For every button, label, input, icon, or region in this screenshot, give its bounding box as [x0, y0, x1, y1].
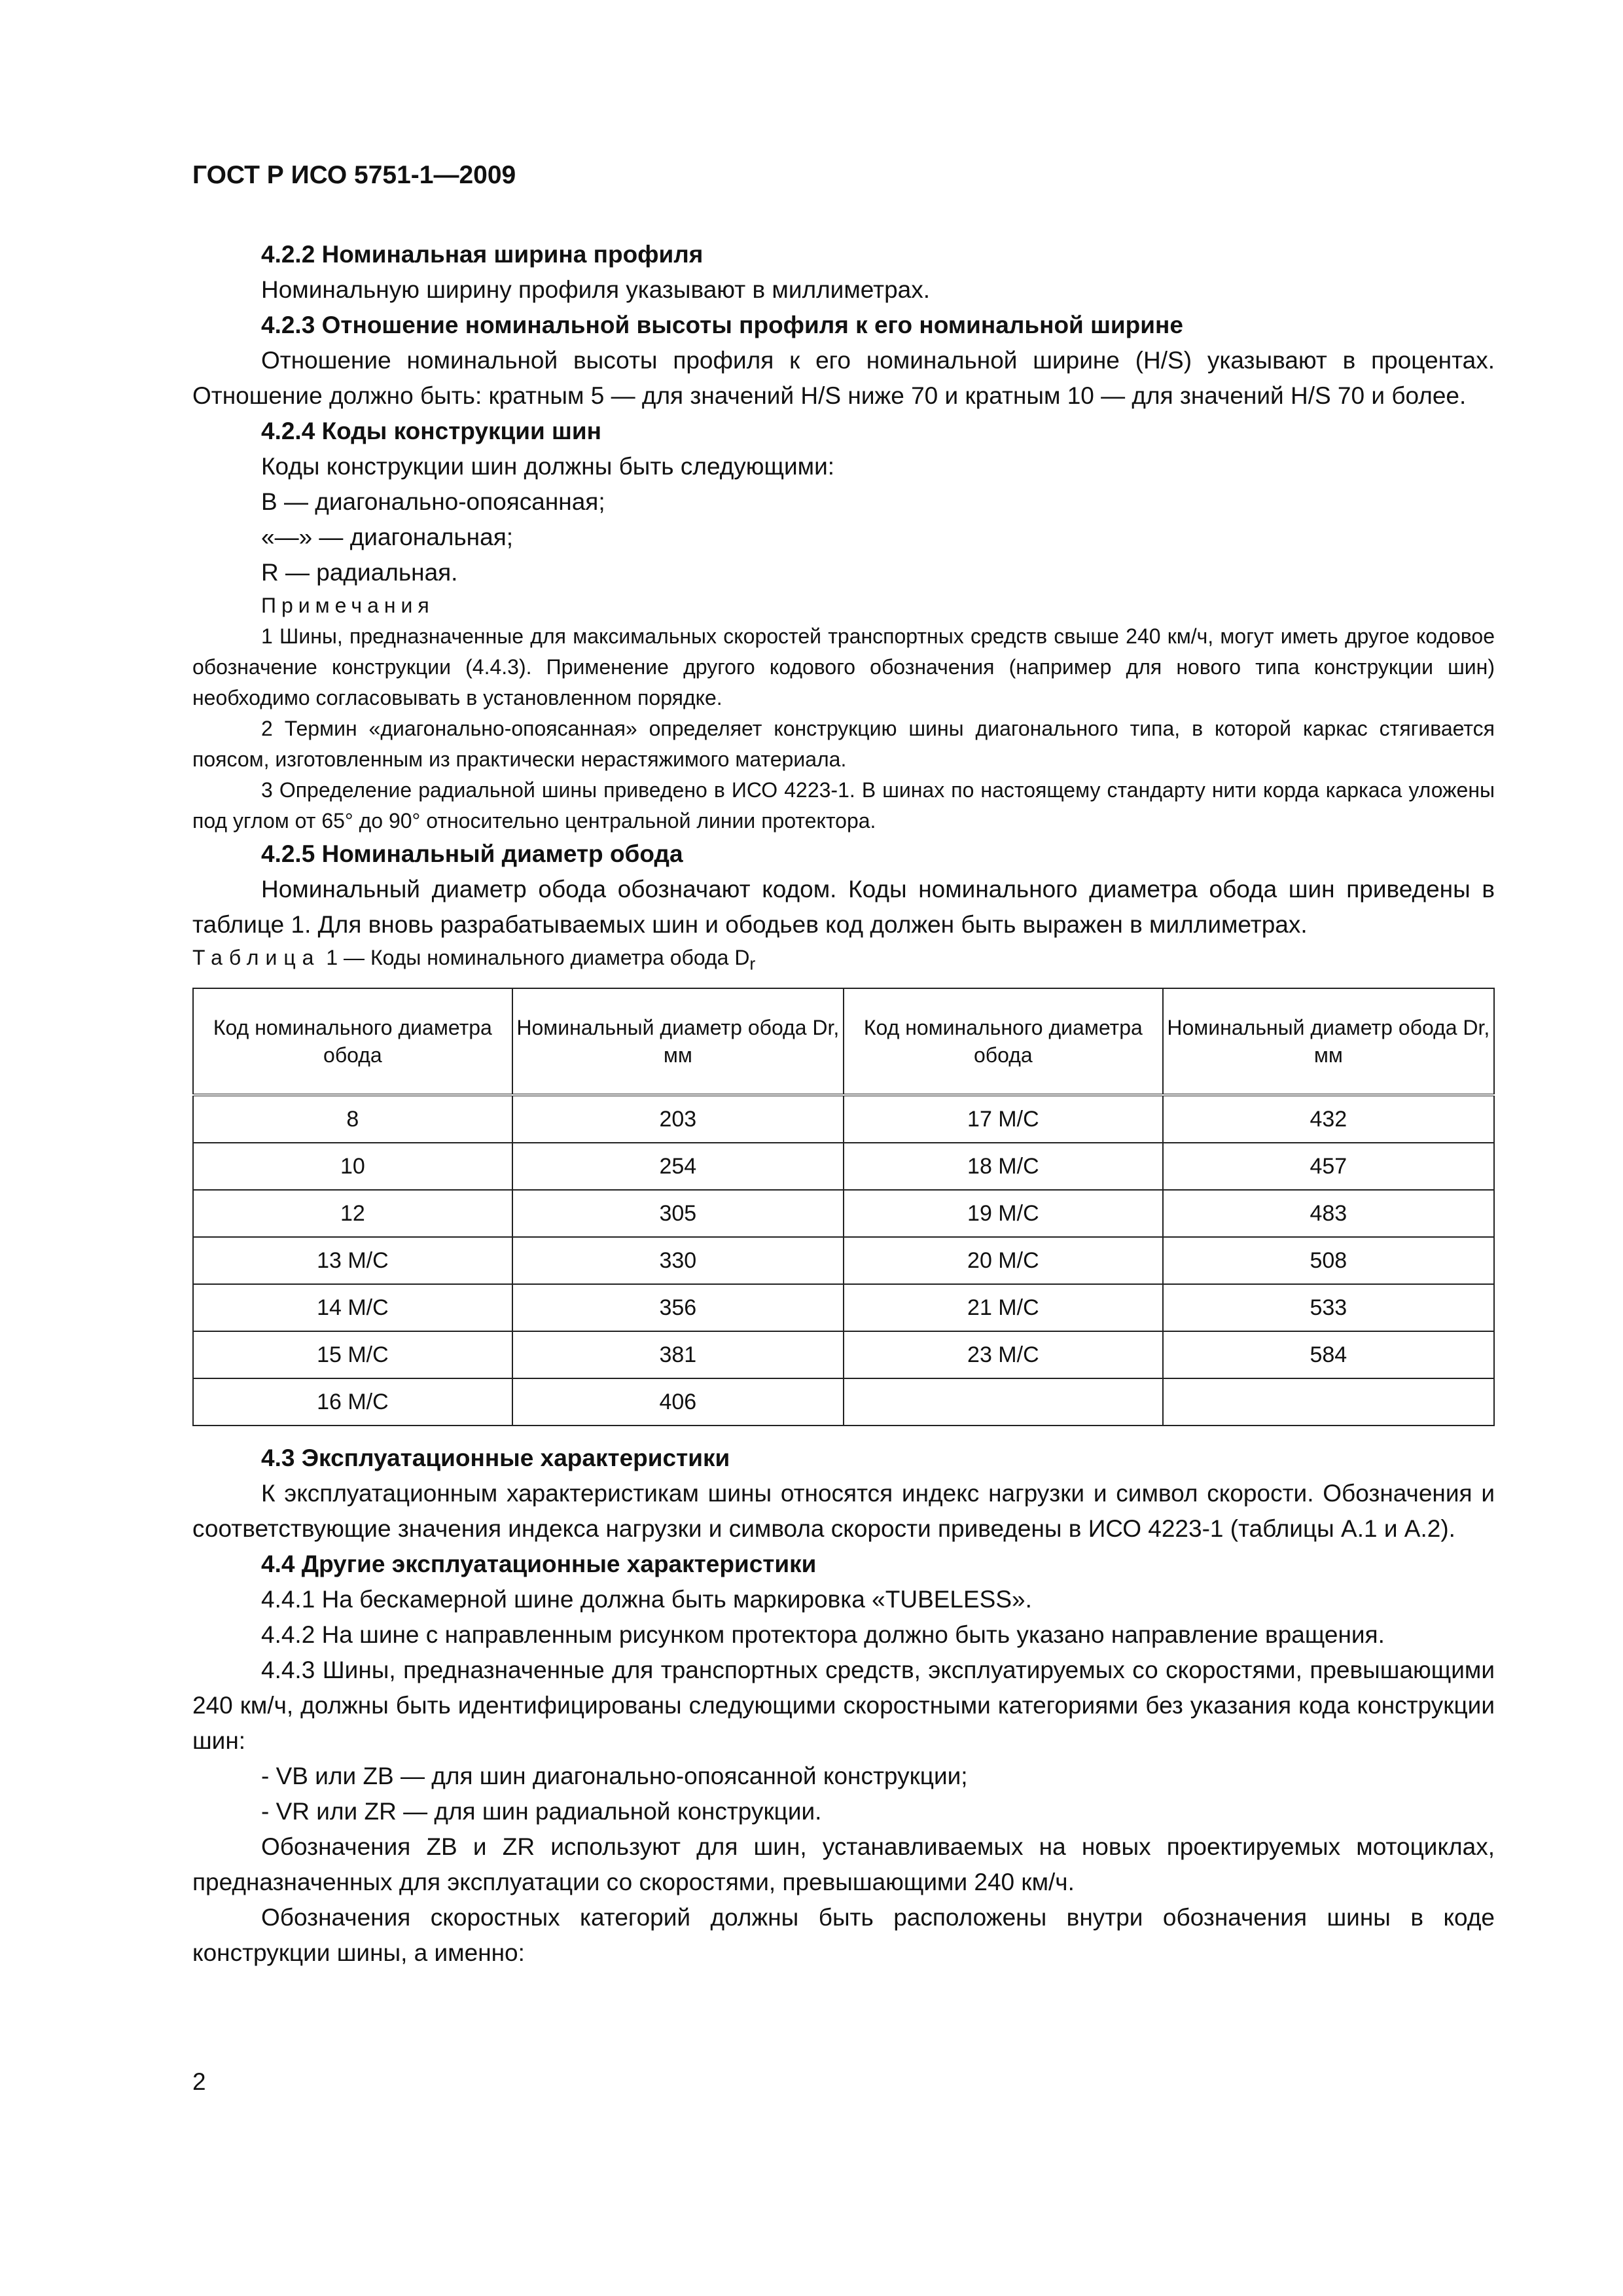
table-cell: 17 M/C	[844, 1095, 1163, 1143]
table-cell: 457	[1163, 1143, 1494, 1190]
table-cell: 508	[1163, 1237, 1494, 1284]
list-item: - VR или ZR — для шин радиальной конструкции.	[261, 1798, 822, 1825]
note-item: 3 Определение радиальной шины приведено в ИСО 4223-1. В шинах по настоящему стандарту нити корда каркаса уложены под углом от 65° до 90° относительно центральной линии протектора.	[192, 778, 1495, 833]
document-header: ГОСТ Р ИСО 5751-1—2009	[192, 161, 516, 189]
table-cell: 406	[512, 1378, 844, 1426]
table-cell: 21 M/C	[844, 1284, 1163, 1331]
page-number: 2	[192, 2068, 206, 2095]
table-row	[193, 1237, 1494, 1284]
paragraph-4-4-1: 4.4.1 На бескамерной шине должна быть маркировка «TUBELESS».	[261, 1586, 1032, 1613]
list-item: R — радиальная.	[261, 559, 458, 586]
table-cell: 10	[193, 1143, 512, 1190]
table-cell: 16 M/C	[193, 1378, 512, 1426]
table-cell: 381	[512, 1331, 844, 1378]
table-caption	[192, 942, 1495, 978]
list-item: «—» — диагональная;	[261, 524, 514, 550]
table-cell	[1163, 1378, 1494, 1426]
section-heading-4-4: 4.4 Другие эксплуатационные характеристики	[261, 1551, 817, 1578]
table-row	[193, 1190, 1494, 1237]
table-cell: 20 M/C	[844, 1237, 1163, 1284]
table-cell: 483	[1163, 1190, 1494, 1237]
table-row	[193, 1095, 1494, 1143]
table-row	[193, 1284, 1494, 1331]
table-caption-text: 1 — Коды номинального диаметра обода D	[326, 946, 750, 969]
section-heading-4-2-5: 4.2.5 Номинальный диаметр обода	[261, 840, 683, 867]
list-item: - VB или ZB — для шин диагонально-опоясанной конструкции;	[261, 1763, 968, 1790]
table-header-cell: Код номинального диаметра обода	[193, 988, 512, 1095]
paragraph: Отношение номинальной высоты профиля к его номинальной ширине (H/S) указывают в процентах. Отношение должно быть: кратным 5 — для значений H/S ниже 70 и кратным 10 — для значений H/S 70 и более.	[192, 347, 1495, 409]
table-header-row	[193, 988, 1494, 1095]
table-cell: 203	[512, 1095, 844, 1143]
paragraph: Коды конструкции шин должны быть следующими:	[261, 453, 835, 480]
paragraph-4-4-2: 4.4.2 На шине с направленным рисунком протектора должно быть указано направление вращения.	[261, 1621, 1385, 1649]
paragraph: Номинальную ширину профиля указывают в миллиметрах.	[261, 276, 931, 303]
table-row	[193, 1331, 1494, 1378]
table-cell: 8	[193, 1095, 512, 1143]
table-header-cell: Код номинального диаметра обода	[844, 988, 1163, 1095]
table-cell: 584	[1163, 1331, 1494, 1378]
section-heading-4-2-2: 4.2.2 Номинальная ширина профиля	[261, 241, 704, 268]
paragraph-4-4-3: 4.4.3 Шины, предназначенные для транспортных средств, эксплуатируемых со скоростями, превышающими 240 км/ч, должны быть идентифицированы следующими скоростными категориями без указания кода конструкции шин:	[192, 1657, 1495, 1755]
table-cell: 12	[193, 1190, 512, 1237]
table-cell: 23 M/C	[844, 1331, 1163, 1378]
table-cell: 13 M/C	[193, 1237, 512, 1284]
table-caption-subscript: r	[749, 954, 756, 974]
table-caption-label: Таблица	[192, 946, 321, 969]
rim-diameter-table	[192, 988, 1495, 1426]
paragraph: Обозначения скоростных категорий должны быть расположены внутри обозначения шины в коде конструкции шины, а именно:	[192, 1904, 1495, 1967]
table-cell: 19 M/C	[844, 1190, 1163, 1237]
table-row	[193, 1143, 1494, 1190]
table-cell	[844, 1378, 1163, 1426]
section-heading-4-3: 4.3 Эксплуатационные характеристики	[261, 1444, 730, 1472]
table-cell: 15 M/C	[193, 1331, 512, 1378]
table-cell: 18 M/C	[844, 1143, 1163, 1190]
paragraph: Номинальный диаметр обода обозначают кодом. Коды номинального диаметра обода шин приведены в таблице 1. Для вновь разрабатываемых шин и ободьев код должен быть выражен в миллиметрах.	[192, 876, 1495, 938]
table-cell: 305	[512, 1190, 844, 1237]
list-item: B — диагонально-опоясанная;	[261, 488, 605, 515]
table-cell: 254	[512, 1143, 844, 1190]
table-cell: 14 M/C	[193, 1284, 512, 1331]
main-content	[192, 237, 1495, 1971]
table-cell: 432	[1163, 1095, 1494, 1143]
section-heading-4-2-3: 4.2.3 Отношение номинальной высоты профиля к его номинальной ширине	[261, 312, 1183, 338]
table-cell: 533	[1163, 1284, 1494, 1331]
note-item: 2 Термин «диагонально-опоясанная» определяет конструкцию шины диагонального типа, в которой каркас стягивается поясом, изготовленным из практически нерастяжимого материала.	[192, 717, 1495, 771]
table-header-cell: Номинальный диаметр обода Dr, мм	[512, 988, 844, 1095]
section-heading-4-2-4: 4.2.4 Коды конструкции шин	[261, 418, 601, 444]
table-row	[193, 1378, 1494, 1426]
note-item: 1 Шины, предназначенные для максимальных скоростей транспортных средств свыше 240 км/ч, могут иметь другое кодовое обозначение конструкции (4.4.3). Применение другого кодового обозначения (например для нового типа конструкции шин) необходимо согласовывать в установленном порядке.	[192, 624, 1495, 709]
table-cell: 330	[512, 1237, 844, 1284]
paragraph: К эксплуатационным характеристикам шины относятся индекс нагрузки и символ скорости. Обозначения и соответствующие значения индекса нагрузки и символа скорости приведены в ИСО 4223-1 (таблицы А.1 и А.2).	[192, 1480, 1495, 1543]
table-cell: 356	[512, 1284, 844, 1331]
paragraph: Обозначения ZB и ZR используют для шин, устанавливаемых на новых проектируемых мотоциклах, предназначенных для эксплуатации со скоростями, превышающими 240 км/ч.	[192, 1833, 1495, 1896]
table-header-cell: Номинальный диаметр обода Dr, мм	[1163, 988, 1494, 1095]
notes-title: Примечания	[261, 594, 435, 617]
